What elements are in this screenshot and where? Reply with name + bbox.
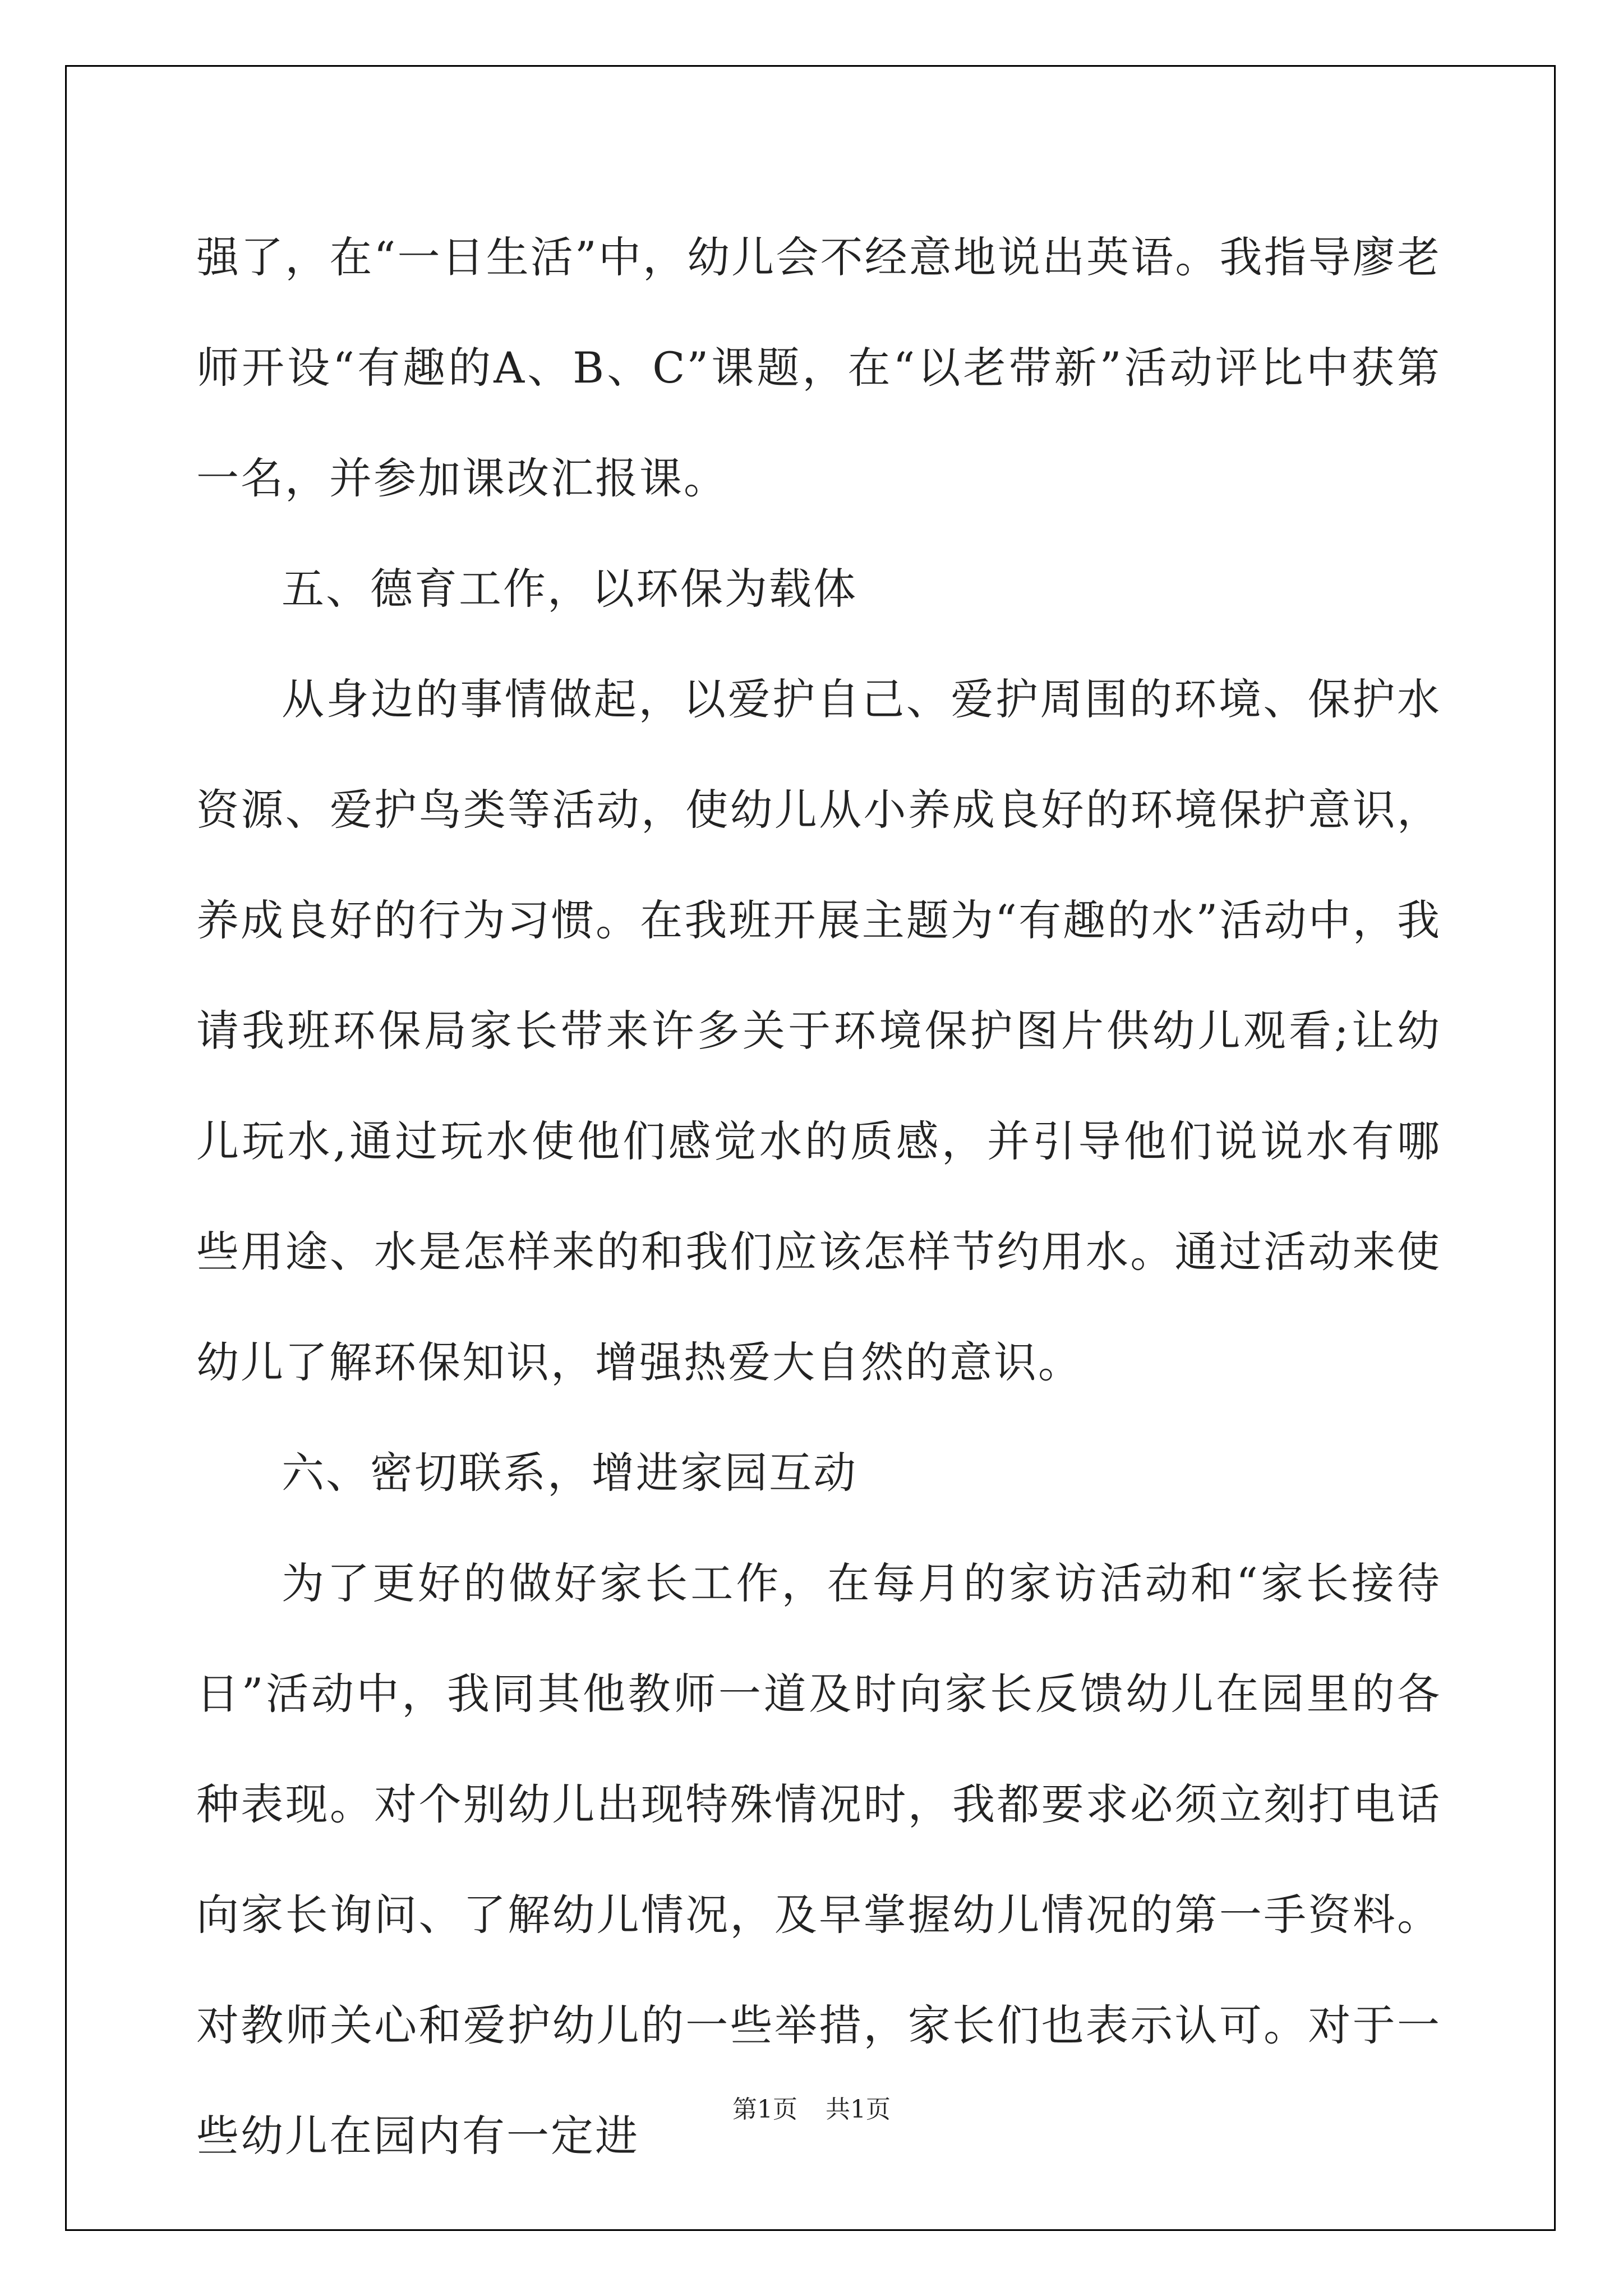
page-total: 共1页 [826,2095,891,2124]
document-body [196,202,1441,2191]
page-footer [0,2089,1623,2125]
page-number: 第1页 [732,2095,797,2124]
paragraph-continued: 强了，在“一日生活”中，幼儿会不经意地说出英语。我指导廖老师开设“有趣的A、B、C”课题，在“以老带新”活动评比中获第一名，并参加课改汇报课。 [196,232,1441,503]
section-heading-six: 六、密切联系，增进家园互动 [282,1448,857,1498]
paragraph-family-contact: 为了更好的做好家长工作，在每月的家访活动和“家长接待日”活动中，我同其他教师一道及时向家长反馈幼儿在园里的各种表现。对个别幼儿出现特殊情况时，我都要求必须立刻打电话向家长询问、了解幼儿情况，及早掌握幼儿情况的第一手资料。对教师关心和爱护幼儿的一些举措，家长们也表示认可。对于一些幼儿在园内有一定进 [196,1558,1441,2161]
paragraph-environment: 从身边的事情做起，以爱护自己、爱护周围的环境、保护水资源、爱护鸟类等活动，使幼儿从小养成良好的环境保护意识，养成良好的行为习惯。在我班开展主题为“有趣的水”活动中，我请我班环保局家长带来许多关于环境保护图片供幼儿观看;让幼儿玩水,通过玩水使他们感觉水的质感，并引导他们说说水有哪些用途、水是怎样来的和我们应该怎样节约用水。通过活动来使幼儿了解环保知识，增强热爱大自然的意识。 [196,674,1441,1387]
section-heading-five: 五、德育工作，以环保为载体 [282,564,857,614]
